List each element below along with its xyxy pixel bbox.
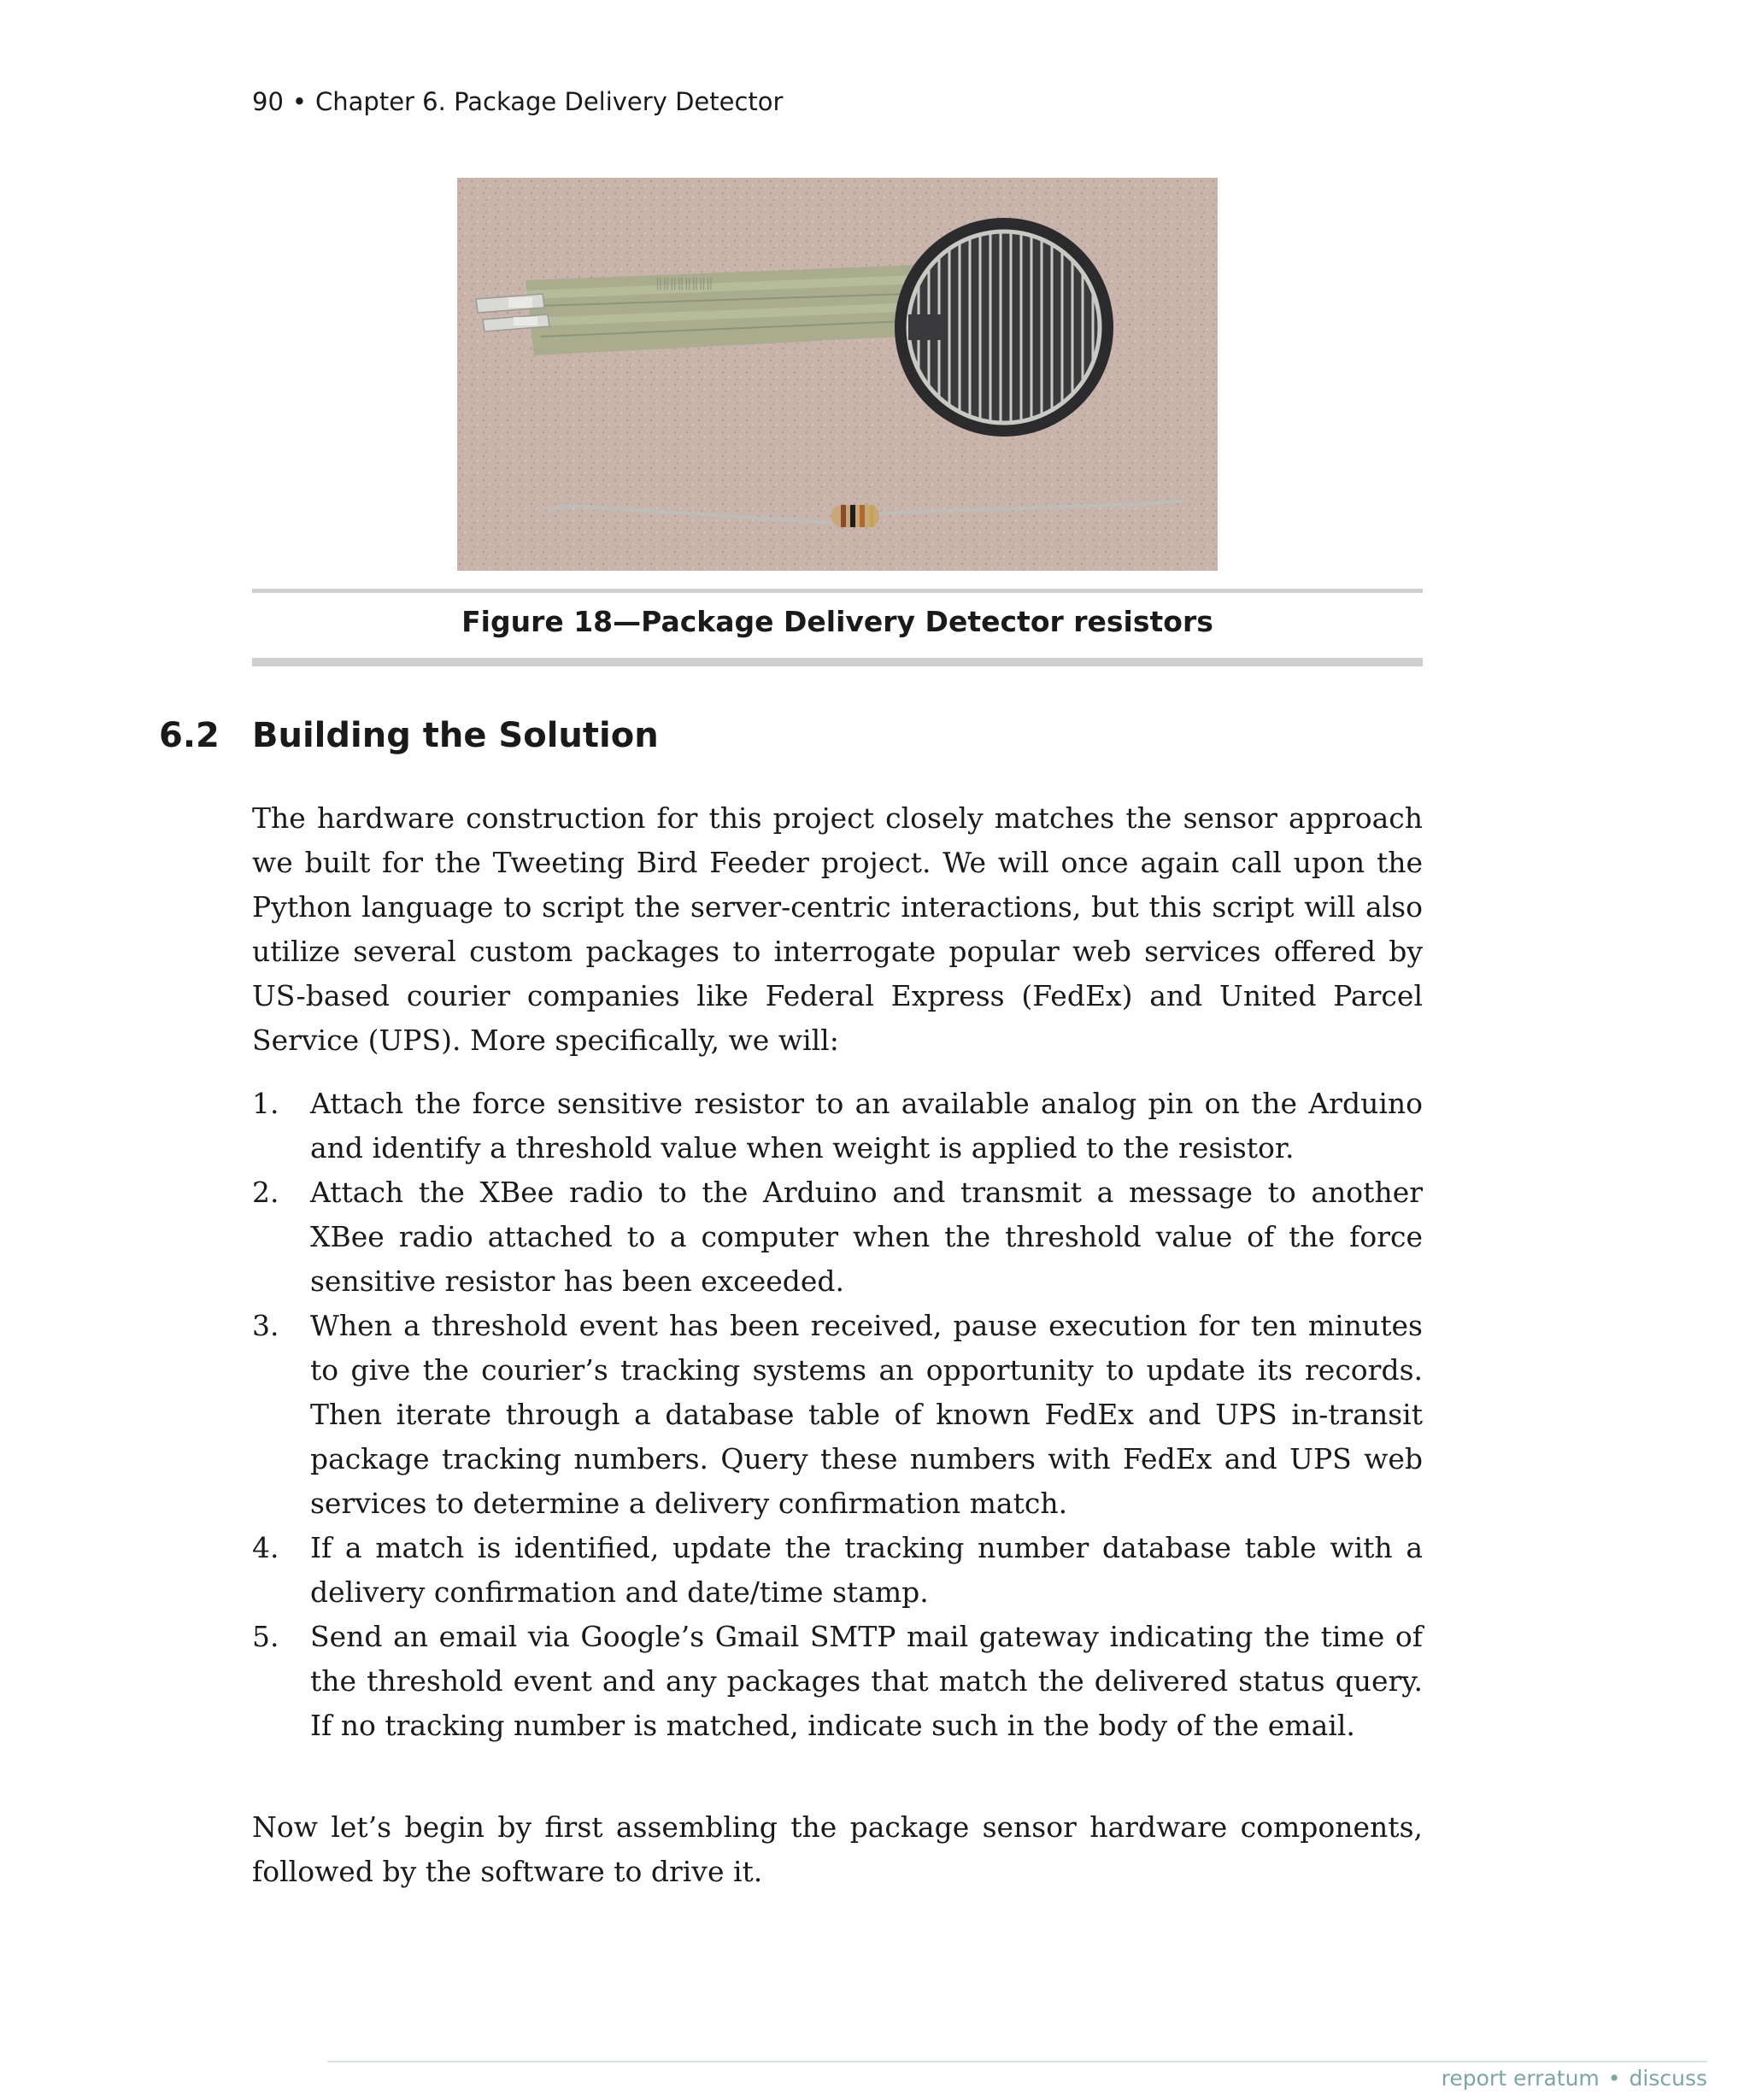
list-item-number: 1. (252, 1087, 279, 1120)
caption-rule-top (252, 589, 1423, 593)
figure-caption: Figure 18—Package Delivery Detector resistors (461, 605, 1213, 638)
list-item-number: 2. (252, 1176, 279, 1209)
outro-paragraph: Now let’s begin by first assembling the package sensor hardware components, followed by the software to drive it. (252, 1810, 1423, 1888)
list-item-number: 3. (252, 1309, 279, 1342)
page-number: 90 (252, 87, 284, 116)
list-item (252, 1615, 1423, 1748)
discuss-link[interactable]: discuss (1629, 2066, 1707, 2091)
list-item-text: Send an email via Google’s Gmail SMTP mail gateway indicating the time of the threshold event and any packages that match the delivered status query. If no tracking number is matched, indicate such in the body of the email. (310, 1620, 1423, 1742)
caption-rule-bottom (252, 658, 1423, 666)
list-item (252, 1082, 1423, 1170)
running-head (252, 87, 783, 116)
section-title: Building the Solution (252, 716, 659, 755)
list-item-text: If a match is identified, update the tracking number database table with a delivery confirmation and date/time stamp. (310, 1531, 1423, 1609)
figure-photo-resistors (457, 178, 1218, 571)
header-bullet: • (291, 87, 308, 116)
list-item (252, 1526, 1423, 1615)
intro-paragraph: The hardware construction for this project closely matches the sensor approach we built for the Tweeting Bird Feeder project. We will once again call upon the Python language to script the server-centric interactions, but this script will also utilize several custom packages to interrogate popular web services offered by US-based courier companies like Federal Express (FedEx) and United Parcel Service (UPS). More specifically, we will: (252, 801, 1423, 1057)
list-item-text: Attach the XBee radio to the Arduino and transmit a message to another XBee radio attached to a computer when the threshold value of the force sensitive resistor has been exceeded. (310, 1176, 1423, 1298)
footer-separator: • (1607, 2066, 1621, 2091)
list-item-number: 4. (252, 1531, 279, 1564)
footer-links (1442, 2066, 1707, 2091)
list-item (252, 1170, 1423, 1304)
list-item-text: Attach the force sensitive resistor to an available analog pin on the Arduino and identify a threshold value when weight is applied to the resistor. (310, 1087, 1423, 1164)
list-item-number: 5. (252, 1620, 279, 1653)
list-item (252, 1304, 1423, 1526)
svg-text:‖‖‖‖‖‖‖‖: ‖‖‖‖‖‖‖‖ (655, 277, 714, 290)
section-number: 6.2 (159, 716, 220, 755)
resistors-illustration (457, 178, 1218, 571)
steps-list (252, 1082, 1423, 1748)
list-item-text: When a threshold event has been received, pause execution for ten minutes to give the courier’s tracking systems an opportunity to update its records. Then iterate through a database table of known FedEx and UPS in-transit package tracking numbers. Query these numbers with FedEx and UPS web services to determine a delivery confirmation match. (310, 1309, 1423, 1520)
chapter-title: Chapter 6. Package Delivery Detector (315, 87, 784, 116)
report-erratum-link[interactable]: report erratum (1441, 2066, 1600, 2091)
footer-rule (327, 2061, 1707, 2062)
